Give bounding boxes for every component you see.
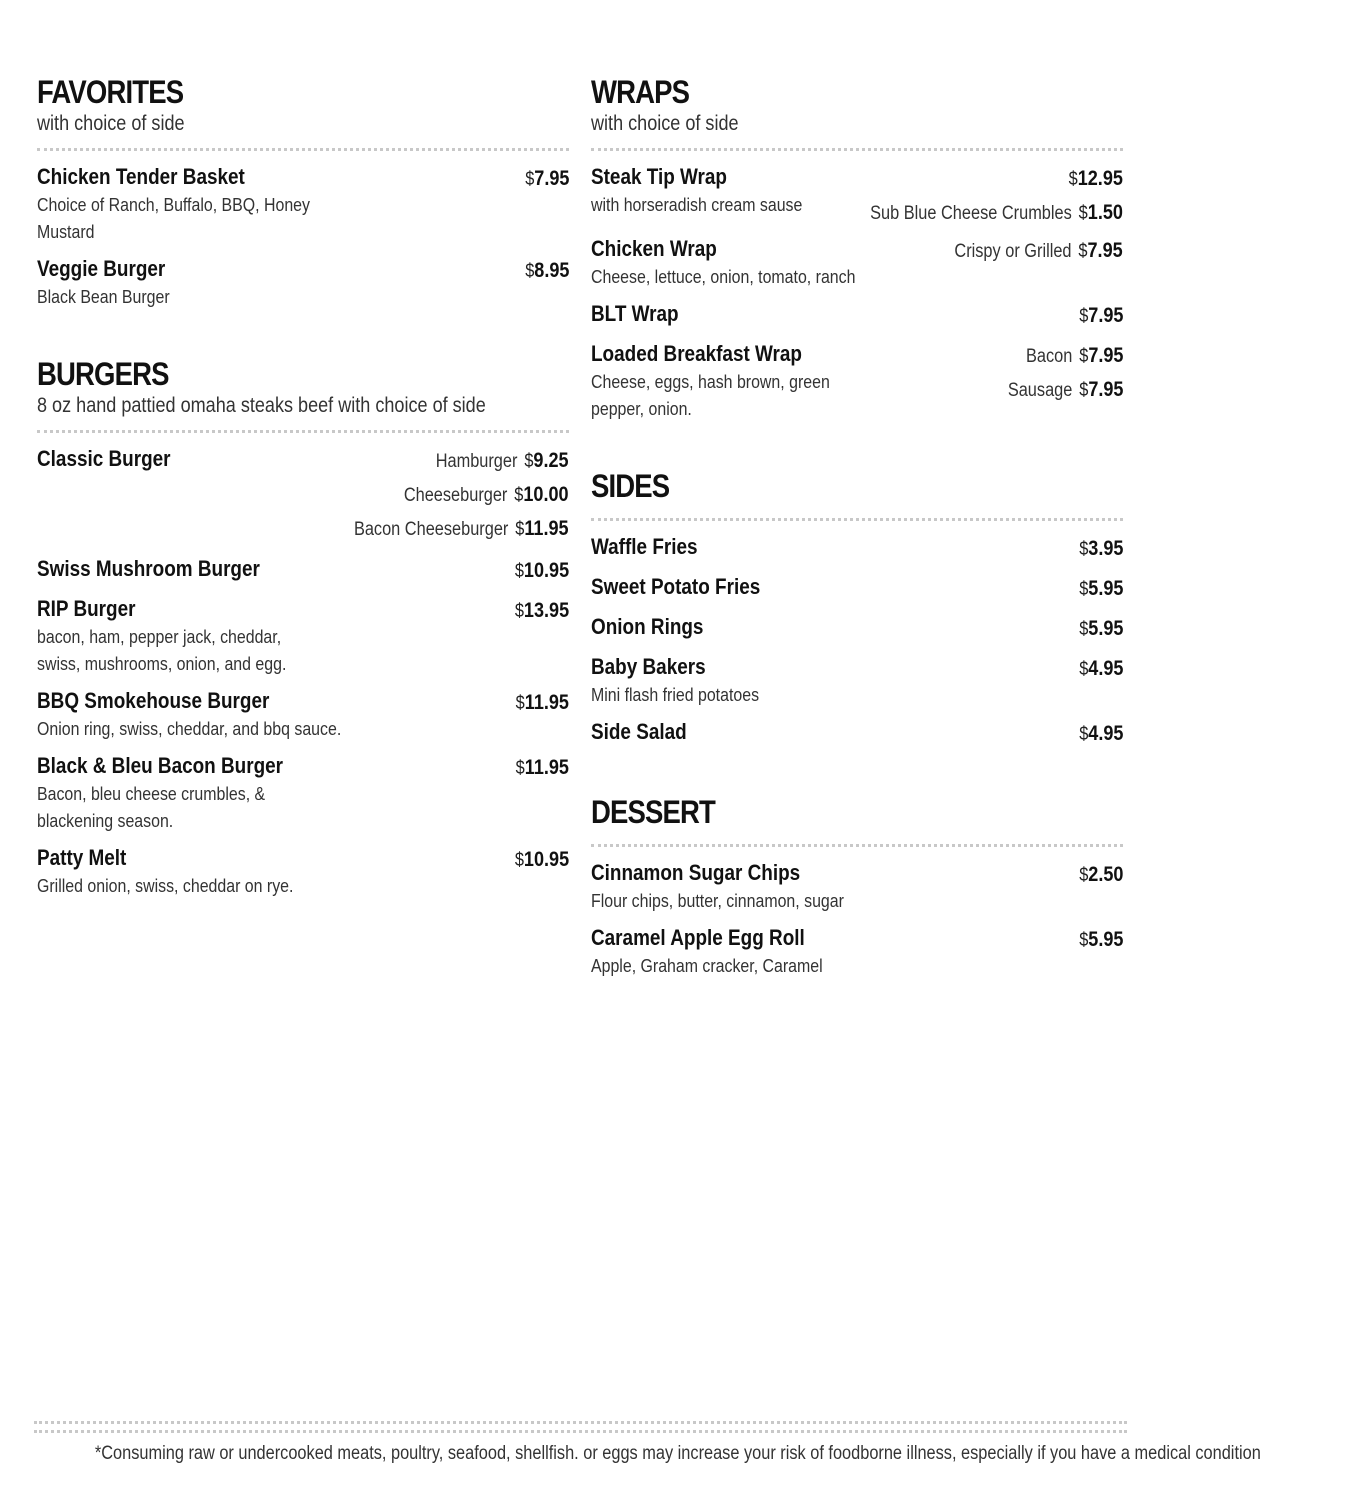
menu-item: RIP Burger bacon, ham, pepper jack, cheddar, swiss, mushrooms, onion, and egg. $13.95 [37, 595, 569, 677]
favorites-section [37, 72, 569, 310]
item-price: 1.50 [1087, 201, 1123, 224]
price-option-label: Cheeseburger [404, 485, 508, 506]
item-price: 10.95 [523, 559, 569, 582]
price-option-label: Sub Blue Cheese Crumbles [870, 203, 1072, 224]
price-option-label: Hamburger [436, 451, 518, 472]
item-desc: with horseradish cream sause [591, 194, 803, 215]
wraps-section [591, 72, 1123, 422]
item-desc: Cheese, lettuce, onion, tomato, ranch [591, 266, 856, 287]
divider [591, 148, 1123, 151]
item-price: 3.95 [1087, 537, 1123, 560]
item-desc: Choice of Ranch, Buffalo, BBQ, Honey Mustard [37, 194, 310, 242]
item-price: 12.95 [1077, 167, 1123, 190]
item-name: Sweet Potato Fries [591, 574, 761, 599]
item-name: BLT Wrap [591, 301, 679, 326]
item-price: 7.95 [1087, 239, 1123, 262]
divider [591, 518, 1123, 521]
item-name: Patty Melt [37, 845, 127, 870]
item-name: Swiss Mushroom Burger [37, 556, 260, 581]
section-subtitle: with choice of side [37, 112, 185, 135]
item-price: 8.95 [533, 259, 569, 282]
menu-item: Steak Tip Wrap with horseradish cream sause $12.95 Sub Blue Cheese Crumbles $1.50 [591, 164, 1123, 224]
item-name: Side Salad [591, 719, 687, 744]
price-option-label: Crispy or Grilled [954, 241, 1072, 262]
item-price: 7.95 [1087, 304, 1123, 327]
item-name: Loaded Breakfast Wrap [591, 341, 802, 366]
item-name: RIP Burger [37, 596, 136, 621]
item-desc: Grilled onion, swiss, cheddar on rye. [37, 875, 294, 896]
menu-item: Cinnamon Sugar Chips Flour chips, butter, cinnamon, sugar $2.50 [591, 859, 1123, 914]
item-price: 4.95 [1087, 722, 1123, 745]
divider [591, 844, 1123, 847]
menu-item: Chicken Wrap Cheese, lettuce, onion, tomato, ranch Crispy or Grilled $7.95 [591, 235, 1123, 290]
item-price: 11.95 [524, 691, 569, 714]
item-desc: Bacon, bleu cheese crumbles, & blackening season. [37, 783, 266, 831]
menu-item: Waffle Fries $3.95 [591, 534, 1123, 560]
menu-item: BLT Wrap $7.95 [591, 301, 1123, 327]
item-name: Baby Bakers [591, 654, 706, 679]
item-price: 2.50 [1087, 863, 1123, 886]
item-price: 4.95 [1087, 657, 1123, 680]
item-desc: Onion ring, swiss, cheddar, and bbq sauce. [37, 718, 342, 739]
price-option-label: Bacon Cheeseburger [354, 519, 509, 540]
menu-item: Veggie Burger Black Bean Burger $8.95 [37, 255, 569, 310]
item-name: Veggie Burger [37, 256, 166, 281]
menu-item: Chicken Tender Basket Choice of Ranch, Buffalo, BBQ, Honey Mustard $7.95 [37, 163, 569, 245]
item-price: 7.95 [1087, 378, 1123, 401]
section-title: BURGERS [37, 356, 169, 392]
item-name: Caramel Apple Egg Roll [591, 925, 805, 950]
item-name: Steak Tip Wrap [591, 164, 727, 189]
divider [37, 430, 569, 433]
section-title: FAVORITES [37, 74, 184, 110]
menu-item: Black & Bleu Bacon Burger Bacon, bleu cheese crumbles, & blackening season. $11.95 [37, 752, 569, 834]
section-title: WRAPS [591, 74, 690, 110]
section-title: SIDES [591, 468, 670, 504]
right-column [591, 72, 1123, 1013]
item-desc: Mini flash fried potatoes [591, 684, 760, 705]
menu-item: BBQ Smokehouse Burger Onion ring, swiss, cheddar, and bbq sauce. $11.95 [37, 687, 569, 742]
menu-item: Side Salad $4.95 [591, 719, 1123, 745]
item-price: 10.95 [523, 848, 569, 871]
item-desc: bacon, ham, pepper jack, cheddar, swiss, mushrooms, onion, and egg. [37, 626, 287, 674]
item-price: 11.95 [524, 756, 569, 779]
item-desc: Black Bean Burger [37, 286, 170, 307]
footer-disclaimer [0, 1443, 1261, 1465]
item-price: 5.95 [1087, 617, 1123, 640]
item-desc: Apple, Graham cracker, Caramel [591, 955, 823, 976]
item-desc: Flour chips, butter, cinnamon, sugar [591, 890, 844, 911]
item-price: 11.95 [524, 517, 569, 540]
menu-item: Loaded Breakfast Wrap Cheese, eggs, hash brown, green pepper, onion. Bacon $7.95 Sausage $7.95 [591, 340, 1123, 422]
footer-divider [34, 1430, 1127, 1433]
price-option-label: Sausage [1007, 380, 1072, 401]
menu-item: Patty Melt Grilled onion, swiss, cheddar on rye. $10.95 [37, 844, 569, 899]
divider [37, 148, 569, 151]
item-name: Onion Rings [591, 614, 704, 639]
item-name: Waffle Fries [591, 534, 698, 559]
item-name: BBQ Smokehouse Burger [37, 688, 270, 713]
menu-item: Sweet Potato Fries $5.95 [591, 574, 1123, 600]
burgers-section [37, 354, 569, 899]
item-price: 5.95 [1087, 577, 1123, 600]
item-name: Chicken Tender Basket [37, 164, 245, 189]
menu-item: Onion Rings $5.95 [591, 614, 1123, 640]
price-option-label: Bacon [1025, 346, 1072, 367]
item-name: Black & Bleu Bacon Burger [37, 753, 284, 778]
sides-section [591, 466, 1123, 748]
menu-item: Caramel Apple Egg Roll Apple, Graham cracker, Caramel $5.95 [591, 924, 1123, 979]
left-column [37, 72, 569, 933]
dessert-section [591, 792, 1123, 979]
menu-item: Swiss Mushroom Burger $10.95 [37, 556, 569, 582]
footer-divider [34, 1421, 1127, 1424]
item-price: 13.95 [523, 599, 569, 622]
item-name: Classic Burger [37, 446, 171, 471]
section-title: DESSERT [591, 794, 715, 830]
menu-item: Classic Burger Hamburger $9.25 Cheeseburger $10.00 Bacon Cheeseburger $11.95 [37, 446, 569, 540]
section-subtitle: with choice of side [591, 112, 739, 135]
item-price: 10.00 [523, 483, 569, 506]
item-price: 7.95 [1087, 344, 1123, 367]
menu-item: Baby Bakers Mini flash fried potatoes $4.95 [591, 653, 1123, 708]
item-name: Chicken Wrap [591, 236, 717, 261]
item-name: Cinnamon Sugar Chips [591, 860, 801, 885]
item-price: 5.95 [1087, 928, 1123, 951]
item-price: 9.25 [533, 449, 569, 472]
item-desc: Cheese, eggs, hash brown, green pepper, onion. [591, 371, 830, 419]
disclaimer-text: *Consuming raw or undercooked meats, poultry, seafood, shellfish. or eggs may increase your risk of foodborne illness, especially if you have a medical condition [94, 1443, 1261, 1464]
section-subtitle: 8 oz hand pattied omaha steaks beef with choice of side [37, 394, 486, 417]
item-price: 7.95 [533, 167, 569, 190]
